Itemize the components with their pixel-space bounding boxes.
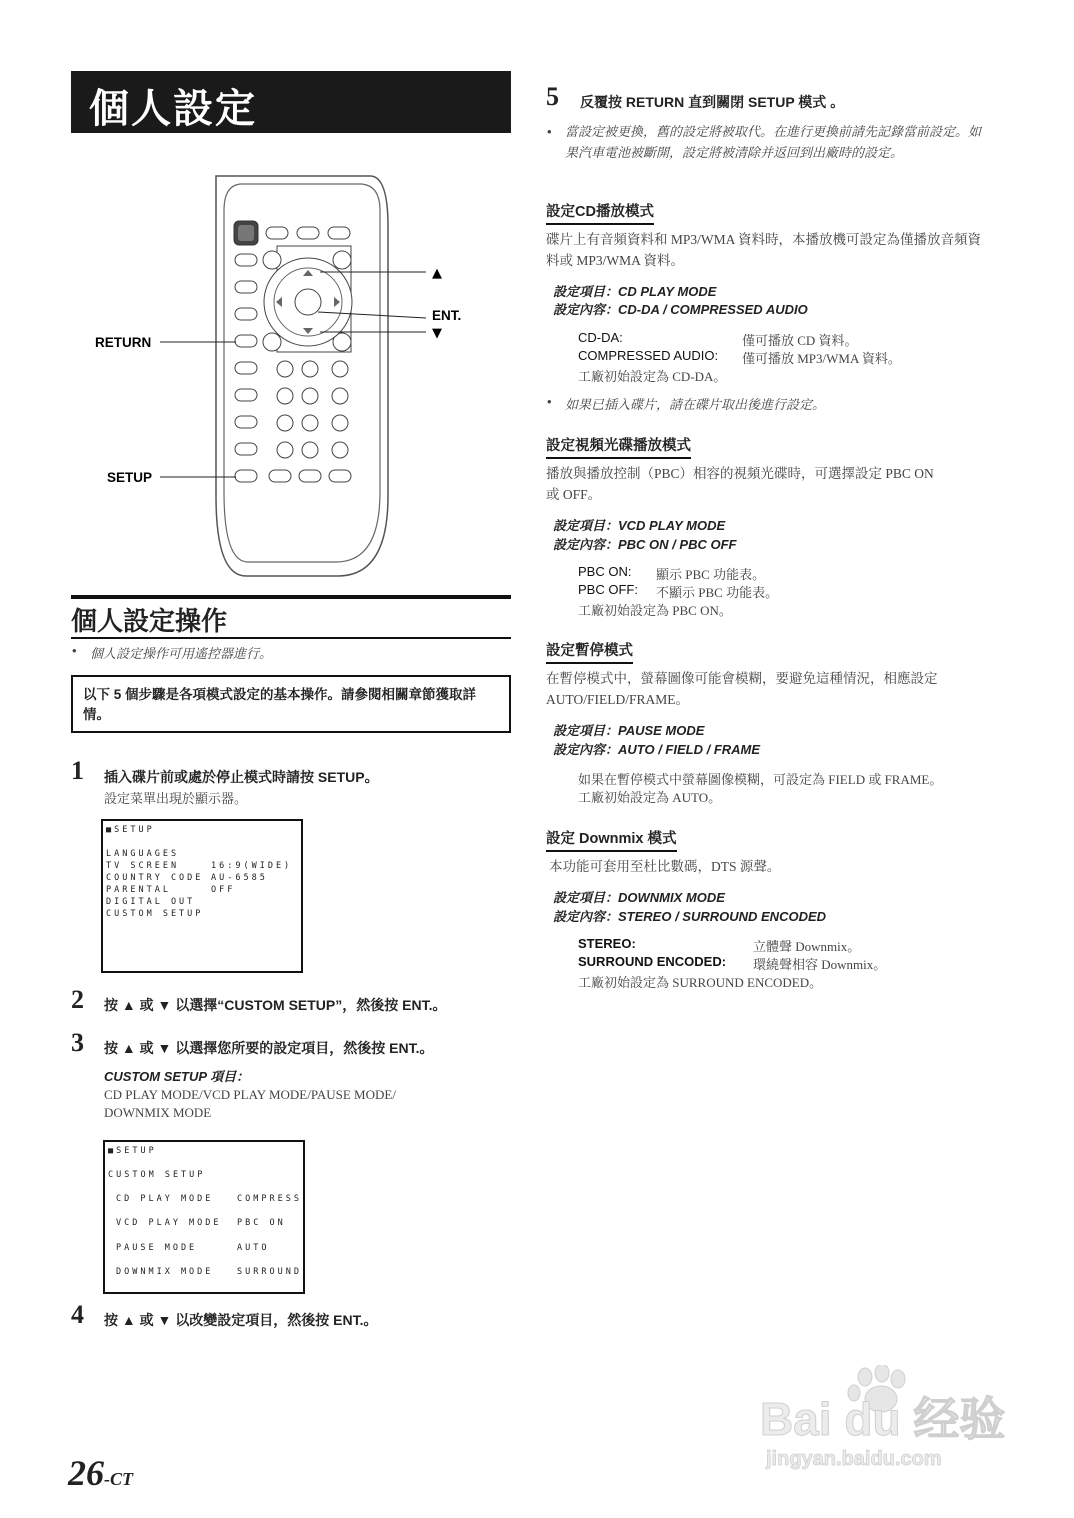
downmix-mode-item: 設定項目：DOWNMIX MODE xyxy=(553,890,725,905)
down-arrow-label: ▼ xyxy=(432,326,442,341)
screen2-row-name: PAUSE MODE xyxy=(116,1243,198,1253)
pause-mode-body: 在暫停模式中，螢幕圖像可能會模糊，要避免這種情況，相應設定 AUTO/FIELD/FRAME。 xyxy=(546,671,938,707)
vcd-option-desc: 不顯示 PBC 功能表。 xyxy=(656,585,779,600)
screen2-row-value: SURROUND xyxy=(237,1267,302,1277)
screen2-row-name: DOWNMIX MODE xyxy=(116,1267,214,1277)
operations-bullet: • 個人設定操作可用遙控器進行。 xyxy=(90,643,510,662)
setup-screen-1 xyxy=(101,819,303,973)
remote-control-diagram xyxy=(70,166,510,586)
screen1-row-value: AU-6585 xyxy=(211,873,268,883)
downmix-mode-content: 設定內容：STEREO / SURROUND ENCODED xyxy=(553,909,827,924)
vcd-mode-item: 設定項目：VCD PLAY MODE xyxy=(553,518,726,533)
step-3-text: 按 ▲ 或 ▼ 以選擇您所要的設定項目，然後按 ENT.。 xyxy=(104,1040,434,1056)
page-number xyxy=(68,1452,133,1494)
screen1-row-value: OFF xyxy=(211,885,236,895)
screen2-header: ■SETUP xyxy=(108,1146,157,1156)
step-2-number: 2 xyxy=(71,985,84,1014)
screen1-row-value: 16:9(WIDE) xyxy=(211,861,293,871)
vcd-mode-content: 設定內容：PBC ON / PBC OFF xyxy=(553,537,737,552)
downmix-mode-heading: 設定 Downmix 模式 xyxy=(546,827,677,852)
vcd-option-desc: 顯示 PBC 功能表。 xyxy=(656,567,766,582)
step-4-number: 4 xyxy=(71,1300,84,1329)
screen1-row-name: PARENTAL xyxy=(106,885,171,895)
screen1-row-name: TV SCREEN xyxy=(106,861,180,871)
cd-mode-heading: 設定CD播放模式 xyxy=(546,200,654,225)
cd-option-desc: 僅可播放 MP3/WMA 資料。 xyxy=(742,351,901,366)
vcd-mode-heading: 設定視頻光碟播放模式 xyxy=(546,434,691,459)
page-number-value: 26 xyxy=(68,1453,104,1493)
pause-mode-content: 設定內容：AUTO / FIELD / FRAME xyxy=(553,742,761,757)
cd-option-desc: 僅可播放 CD 資料。 xyxy=(742,333,858,348)
pause-mode-item: 設定項目：PAUSE MODE xyxy=(553,723,705,738)
return-label: RETURN xyxy=(95,335,152,350)
screen2-row-value: COMPRESS xyxy=(237,1194,302,1204)
page-title-bar xyxy=(71,71,511,133)
cd-mode-body: 碟片上有音頻資料和 MP3/WMA 資料時，本播放機可設定為僅播放音頻資料或 MP3/WMA 資料。 xyxy=(546,232,982,268)
downmix-mode-body: 本功能可套用至杜比數碼，DTS 源聲。 xyxy=(549,859,781,874)
screen2-row-name: CD PLAY MODE xyxy=(116,1194,214,1204)
downmix-default: 工廠初始設定為 SURROUND ENCODED。 xyxy=(578,975,823,990)
step-3-subtext: CD PLAY MODE/VCD PLAY MODE/PAUSE MODE/ DOWNMIX MODE xyxy=(104,1087,396,1120)
pause-desc: 如果在暫停模式中螢幕圖像模糊，可設定為 FIELD 或 FRAME。 xyxy=(578,772,943,787)
screen1-row-name: COUNTRY CODE xyxy=(106,873,204,883)
section-heading-operations xyxy=(71,595,511,639)
step-4-text: 按 ▲ 或 ▼ 以改變設定項目，然後按 ENT.。 xyxy=(104,1312,378,1328)
step-1-text: 插入碟片前或處於停止模式時請按 SETUP。 xyxy=(104,769,379,785)
cd-bullet: • 如果已插入碟片，請在碟片取出後進行設定。 xyxy=(565,394,825,413)
page-title: 個人設定 xyxy=(89,87,257,131)
downmix-option-label: STEREO: xyxy=(578,936,636,951)
setup-screen-2 xyxy=(103,1140,305,1294)
vcd-option-label: PBC OFF: xyxy=(578,582,638,597)
setup-label: SETUP xyxy=(107,470,153,485)
operations-heading-text: 個人設定操作 xyxy=(71,606,228,636)
screen1-row-name: CUSTOM SETUP xyxy=(106,909,204,919)
cd-option-label: CD-DA: xyxy=(578,330,623,345)
downmix-option-desc: 環繞聲相容 Downmix。 xyxy=(753,957,887,972)
screen2-row-name: VCD PLAY MODE xyxy=(116,1218,222,1228)
vcd-mode-body: 播放與播放控制（PBC）相容的視頻光碟時，可選擇設定 PBC ON 或 OFF。 xyxy=(546,466,934,502)
step-5-bullet: • 當設定被更換，舊的設定將被取代。在進行更換前請先記錄當前設定。如果汽車電池被斷開，設定將被清除并返回到出廠時的設定。 xyxy=(565,121,990,163)
step-2-text: 按 ▲ 或 ▼ 以選擇“CUSTOM SETUP”，然後按 ENT.。 xyxy=(104,997,447,1013)
baidu-watermark xyxy=(760,1365,1010,1475)
screen1-header: ■SETUP xyxy=(106,825,155,835)
cd-default: 工廠初始設定為 CD-DA。 xyxy=(578,369,727,384)
page-number-suffix: -CT xyxy=(104,1469,133,1489)
vcd-default: 工廠初始設定為 PBC ON。 xyxy=(578,603,732,618)
pause-default: 工廠初始設定為 AUTO。 xyxy=(578,790,722,805)
vcd-option-label: PBC ON: xyxy=(578,564,632,579)
step-5-text: 反覆按 RETURN 直到關閉 SETUP 模式 。 xyxy=(580,94,845,110)
up-arrow-label: ▲ xyxy=(432,266,442,281)
watermark-brand: Bai du 经验 xyxy=(760,1393,1006,1445)
step-1-subtext: 設定菜單出現於顯示器。 xyxy=(104,791,248,806)
step-1-number: 1 xyxy=(71,756,84,785)
ent-label: ENT. xyxy=(432,308,462,323)
screen2-row-value: AUTO xyxy=(237,1243,270,1253)
downmix-option-desc: 立體聲 Downmix。 xyxy=(753,939,861,954)
cd-mode-item: 設定項目：CD PLAY MODE xyxy=(553,284,717,299)
note-box xyxy=(71,675,511,733)
cd-mode-content: 設定內容：CD-DA / COMPRESSED AUDIO xyxy=(553,302,808,317)
note-text: 以下 5 個步驟是各項模式設定的基本操作。請參閱相關章節獲取詳情。 xyxy=(83,687,477,722)
pause-mode-heading: 設定暫停模式 xyxy=(546,639,633,664)
screen1-row-name: DIGITAL OUT xyxy=(106,897,196,907)
step-3-sublabel: CUSTOM SETUP 項目： xyxy=(104,1069,250,1084)
downmix-option-label: SURROUND ENCODED: xyxy=(578,954,727,969)
screen2-row-value: PBC ON xyxy=(237,1218,286,1228)
screen2-title: CUSTOM SETUP xyxy=(108,1170,206,1180)
screen1-row-name: LANGUAGES xyxy=(106,849,180,859)
watermark-url: jingyan.baidu.com xyxy=(766,1448,942,1470)
step-5-number: 5 xyxy=(546,82,559,111)
cd-option-label: COMPRESSED AUDIO: xyxy=(578,348,719,363)
step-3-number: 3 xyxy=(71,1028,84,1057)
